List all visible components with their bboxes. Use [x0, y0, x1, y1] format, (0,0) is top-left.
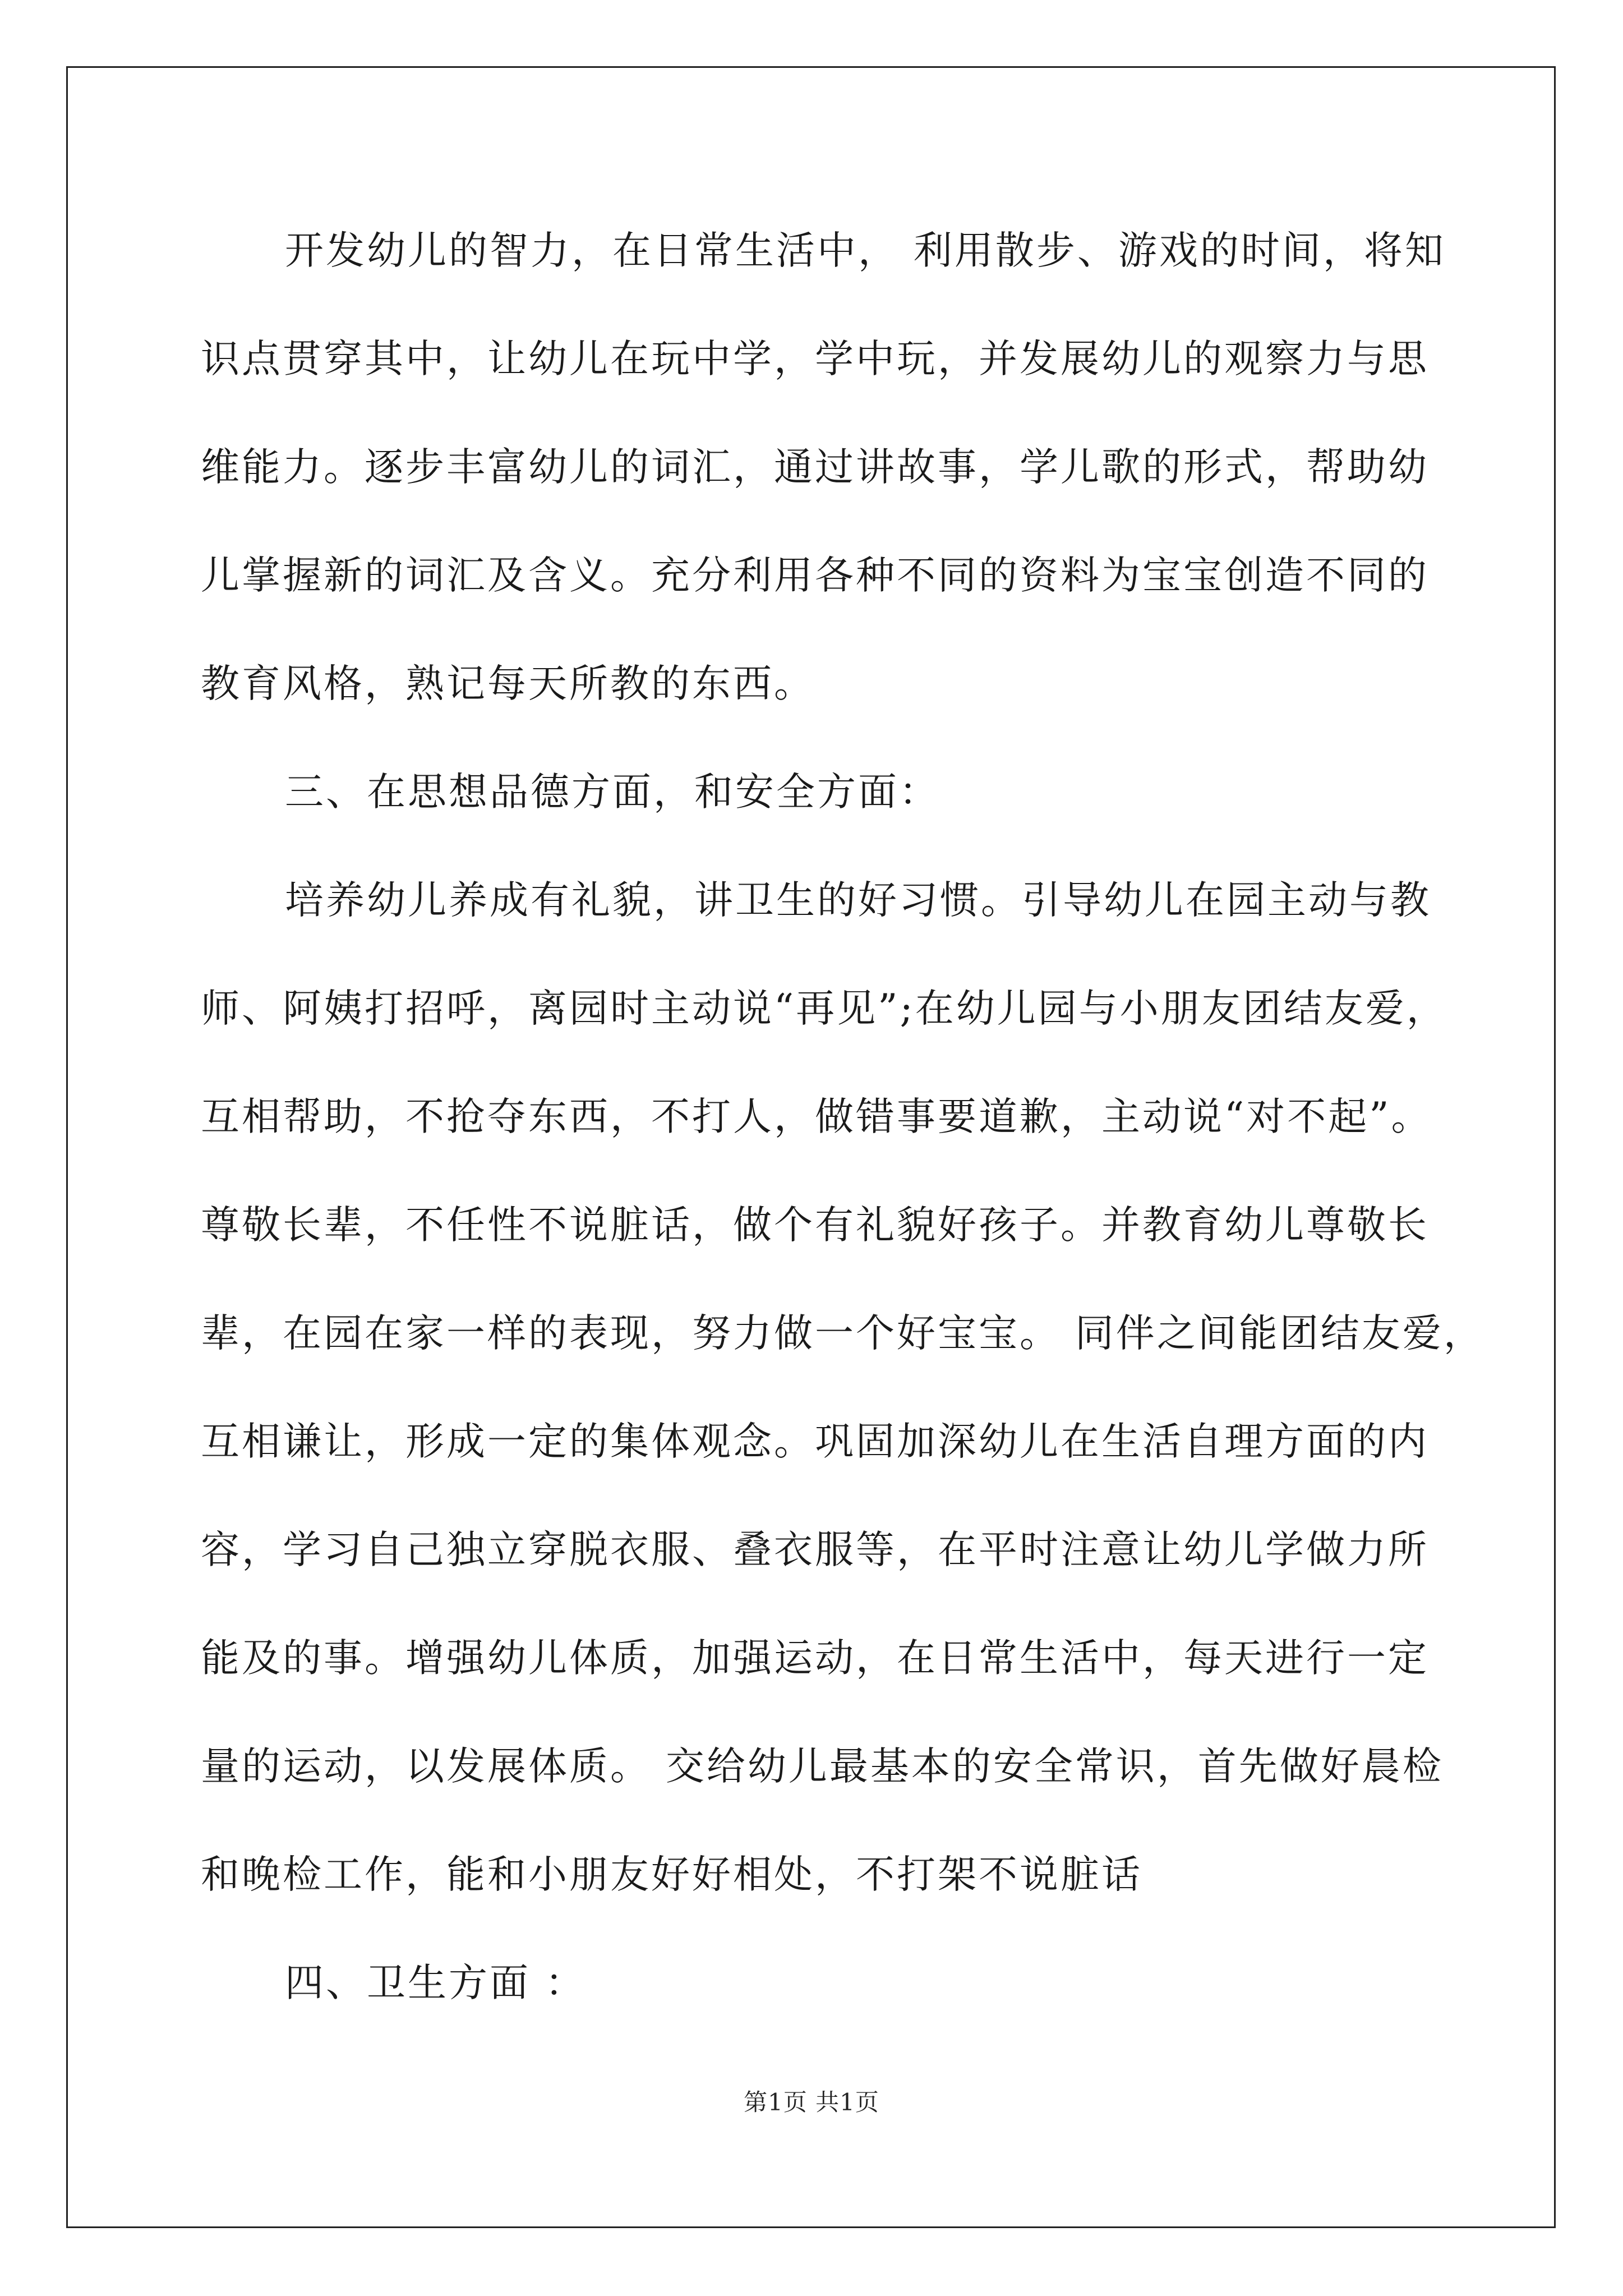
paragraph-line: 能及的事。增强幼儿体质，加强运动，在日常生活中，每天进行一定: [201, 1636, 1429, 1681]
paragraph-line: 师、阿姨打招呼，离园时主动说“再见”;在幼儿园与小朋友团结友爱，: [201, 986, 1447, 1031]
page-number-footer: 第1页 共1页: [744, 2088, 879, 2116]
paragraph-line: 儿掌握新的词汇及含义。充分利用各种不同的资料为宝宝创造不同的: [201, 553, 1429, 598]
paragraph-line: 尊敬长辈，不任性不说脏话，做个有礼貌好孩子。并教育幼儿尊敬长: [201, 1203, 1429, 1248]
paragraph-line: 维能力。逐步丰富幼儿的词汇，通过讲故事，学儿歌的形式，帮助幼: [201, 445, 1429, 490]
paragraph-line: 识点贯穿其中，让幼儿在玩中学，学中玩，并发展幼儿的观察力与思: [201, 337, 1429, 381]
paragraph-line: 量的运动，以发展体质。 交给幼儿最基本的安全常识，首先做好晨检: [201, 1744, 1444, 1789]
section-heading: 四、卫生方面 ：: [285, 1961, 586, 2005]
paragraph-line: 互相谦让，形成一定的集体观念。巩固加深幼儿在生活自理方面的内: [201, 1419, 1429, 1464]
paragraph-line: 容，学习自己独立穿脱衣服、叠衣服等，在平时注意让幼儿学做力所: [201, 1527, 1429, 1572]
paragraph-line: 和晚检工作，能和小朋友好好相处，不打架不说脏话: [201, 1852, 1142, 1897]
paragraph-line: 开发幼儿的智力，在日常生活中， 利用散步、游戏的时间，将知: [285, 228, 1446, 273]
paragraph-line: 辈，在园在家一样的表现，努力做一个好宝宝。 同伴之间能团结友爱，: [201, 1311, 1484, 1356]
paragraph-line: 互相帮助，不抢夺东西，不打人，做错事要道歉，主动说“对不起”。: [201, 1094, 1432, 1139]
section-heading: 三、在思想品德方面，和安全方面：: [285, 770, 940, 815]
paragraph-line: 教育风格，熟记每天所教的东西。: [201, 661, 815, 706]
paragraph-line: 培养幼儿养成有礼貌，讲卫生的好习惯。引导幼儿在园主动与教: [285, 878, 1431, 923]
page-border: [66, 66, 1556, 2228]
